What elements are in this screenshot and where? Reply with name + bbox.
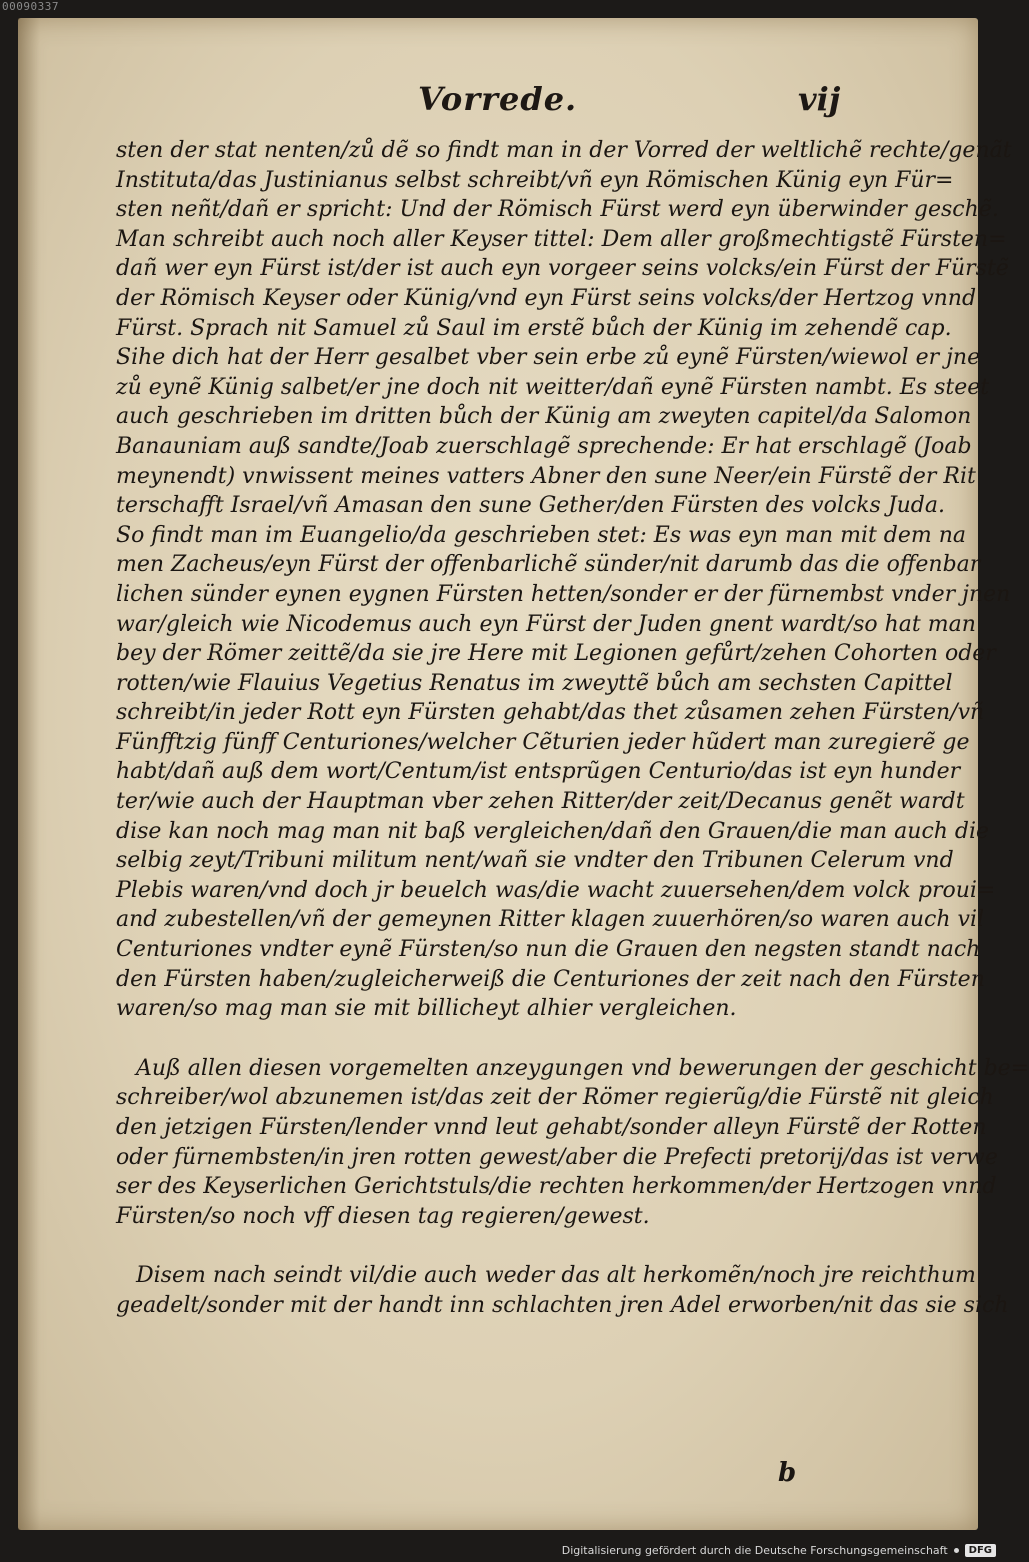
text-line: der Römisch Keyser oder Künig/vnd eyn Fürst seins volcks/der Hertzog vnnd: [116, 285, 977, 311]
paragraph: [116, 1054, 1029, 1232]
folio-number: vij: [798, 80, 841, 118]
text-line: dañ wer eyn Fürst ist/der ist auch eyn vorgeer seins volcks/ein Fürst der Fürstẽ: [116, 256, 1009, 282]
text-line: terschafft Israel/vñ Amasan den sune Gether/den Fürsten des volcks Juda.: [116, 493, 945, 519]
text-line: Plebis waren/vnd doch jr beuelch was/die wacht zuuersehen/dem volck proui=: [116, 877, 996, 903]
text-line: selbig zeyt/Tribuni militum nent/wañ sie vndter den Tribunen Celerum vnd: [116, 848, 954, 874]
text-line: waren/so mag man sie mit billicheyt alhier vergleichen.: [116, 996, 737, 1022]
text-line: ser des Keyserlichen Gerichtstuls/die rechten herkommen/der Hertzogen vnnd: [116, 1174, 997, 1200]
text-line: schreiber/wol abzunemen ist/das zeit der Römer regierũg/die Fürstẽ nit gleich: [116, 1085, 994, 1111]
text-line: Sihe dich hat der Herr gesalbet vber sein erbe zů eynẽ Fürsten/wiewol er jne: [116, 345, 981, 371]
text-line: men Zacheus/eyn Fürst der offenbarlichẽ sünder/nit darumb das die offenbar: [116, 552, 981, 578]
text-line: Fünfftzig fünff Centuriones/welcher Cẽturien jeder hũdert man zuregierẽ ge: [116, 729, 970, 755]
text-line: sten neñt/dañ er spricht: Und der Römisch Fürst werd eyn überwinder geschẽ.: [116, 197, 999, 223]
text-line: habt/dañ auß dem wort/Centum/ist entsprũgen Centurio/das ist eyn hunder: [116, 759, 961, 785]
digitization-footer: [562, 1538, 1000, 1562]
text-line: schreibt/in jeder Rott eyn Fürsten gehabt/das thet zůsamen zehen Fürsten/vñ: [116, 700, 985, 726]
text-line: zů eynẽ Künig salbet/er jne doch nit weitter/dañ eynẽ Fürsten nambt. Es steet: [116, 374, 990, 400]
text-line: geadelt/sonder mit der handt inn schlachten jren Adel erworben/nit das sie sich: [116, 1292, 1009, 1318]
text-line: Man schreibt auch noch aller Keyser tittel: Dem aller großmechtigstẽ Fürsten=: [116, 226, 1007, 252]
text-line: sten der stat nenten/zů dẽ so findt man in der Vorred der weltlichẽ rechte/genãt: [116, 138, 1012, 163]
text-line: ter/wie auch der Hauptman vber zehen Ritter/der zeit/Decanus genẽt wardt: [116, 789, 965, 815]
text-line: and zubestellen/vñ der gemeynen Ritter klagen zuuerhören/so waren auch vil: [116, 907, 985, 933]
text-line: Fürst. Sprach nit Samuel zů Saul im erstẽ bůch der Künig im zehendẽ cap.: [116, 315, 952, 341]
text-line: war/gleich wie Nicodemus auch eyn Fürst der Juden gnent wardt/so hat man: [116, 611, 976, 637]
paragraph: [116, 136, 1012, 1024]
text-line: Instituta/das Justinianus selbst schreibt/vñ eyn Römischen Künig eyn Für=: [116, 167, 954, 193]
dfg-logo: DFG: [965, 1544, 996, 1557]
text-line: Disem nach seindt vil/die auch weder das alt herkomẽn/noch jre reichthum: [136, 1263, 976, 1289]
footer-credit: Digitalisierung gefördert durch die Deutsche Forschungsgemeinschaft: [561, 1543, 948, 1557]
paragraph-gap: [116, 1231, 896, 1261]
text-line: oder fürnembsten/in jren rotten gewest/aber die Prefecti pretorij/das ist verwe: [116, 1144, 998, 1170]
text-line: Centuriones vndter eynẽ Fürsten/so nun die Grauen den negsten standt nach: [116, 937, 981, 963]
scan-id: 00090337: [2, 0, 59, 13]
body-text: [116, 136, 1029, 1321]
text-line: den jetzigen Fürsten/lender vnnd leut gehabt/sonder alleyn Fürstẽ der Rotten: [116, 1115, 987, 1140]
footer-separator: [954, 1548, 959, 1553]
paragraph: [116, 1261, 1009, 1320]
text-line: meynendt) vnwissent meines vatters Abner den sune Neer/ein Fürstẽ der Rit: [116, 463, 976, 489]
running-head-title: Vorrede.: [418, 80, 578, 118]
text-line: dise kan noch mag man nit baß vergleichen/dañ den Grauen/die man auch die: [116, 818, 990, 844]
paragraph-gap: [116, 1024, 896, 1054]
text-line: lichen sünder eynen eygnen Fürsten hetten/sonder er der fürnembst vnder jnen: [116, 581, 1011, 607]
signature-mark: b: [778, 1458, 797, 1488]
text-line: Fürsten/so noch vff diesen tag regieren/gewest.: [116, 1203, 650, 1229]
text-line: auch geschrieben im dritten bůch der Künig am zweyten capitel/da Salomon: [116, 404, 972, 430]
text-line: bey der Römer zeittẽ/da sie jre Here mit Legionen gefůrt/zehen Cohorten oder: [116, 641, 996, 667]
text-line: rotten/wie Flauius Vegetius Renatus im zweyttẽ bůch am sechsten Capittel: [116, 670, 953, 696]
text-line: den Fürsten haben/zugleicherweiß die Centuriones der zeit nach den Fürsten: [116, 966, 985, 992]
text-line: So findt man im Euangelio/da geschrieben stet: Es was eyn man mit dem na: [116, 522, 967, 548]
book-page: [18, 18, 1029, 1530]
text-line: Banauniam auß sandte/Joab zuerschlagẽ sprechende: Er hat erschlagẽ (Joab: [116, 433, 972, 459]
text-line: Auß allen diesen vorgemelten anzeygungen vnd bewerungen der geschicht be=: [136, 1055, 1029, 1081]
running-head: [18, 80, 978, 130]
page-binding-edge: [18, 18, 40, 1530]
